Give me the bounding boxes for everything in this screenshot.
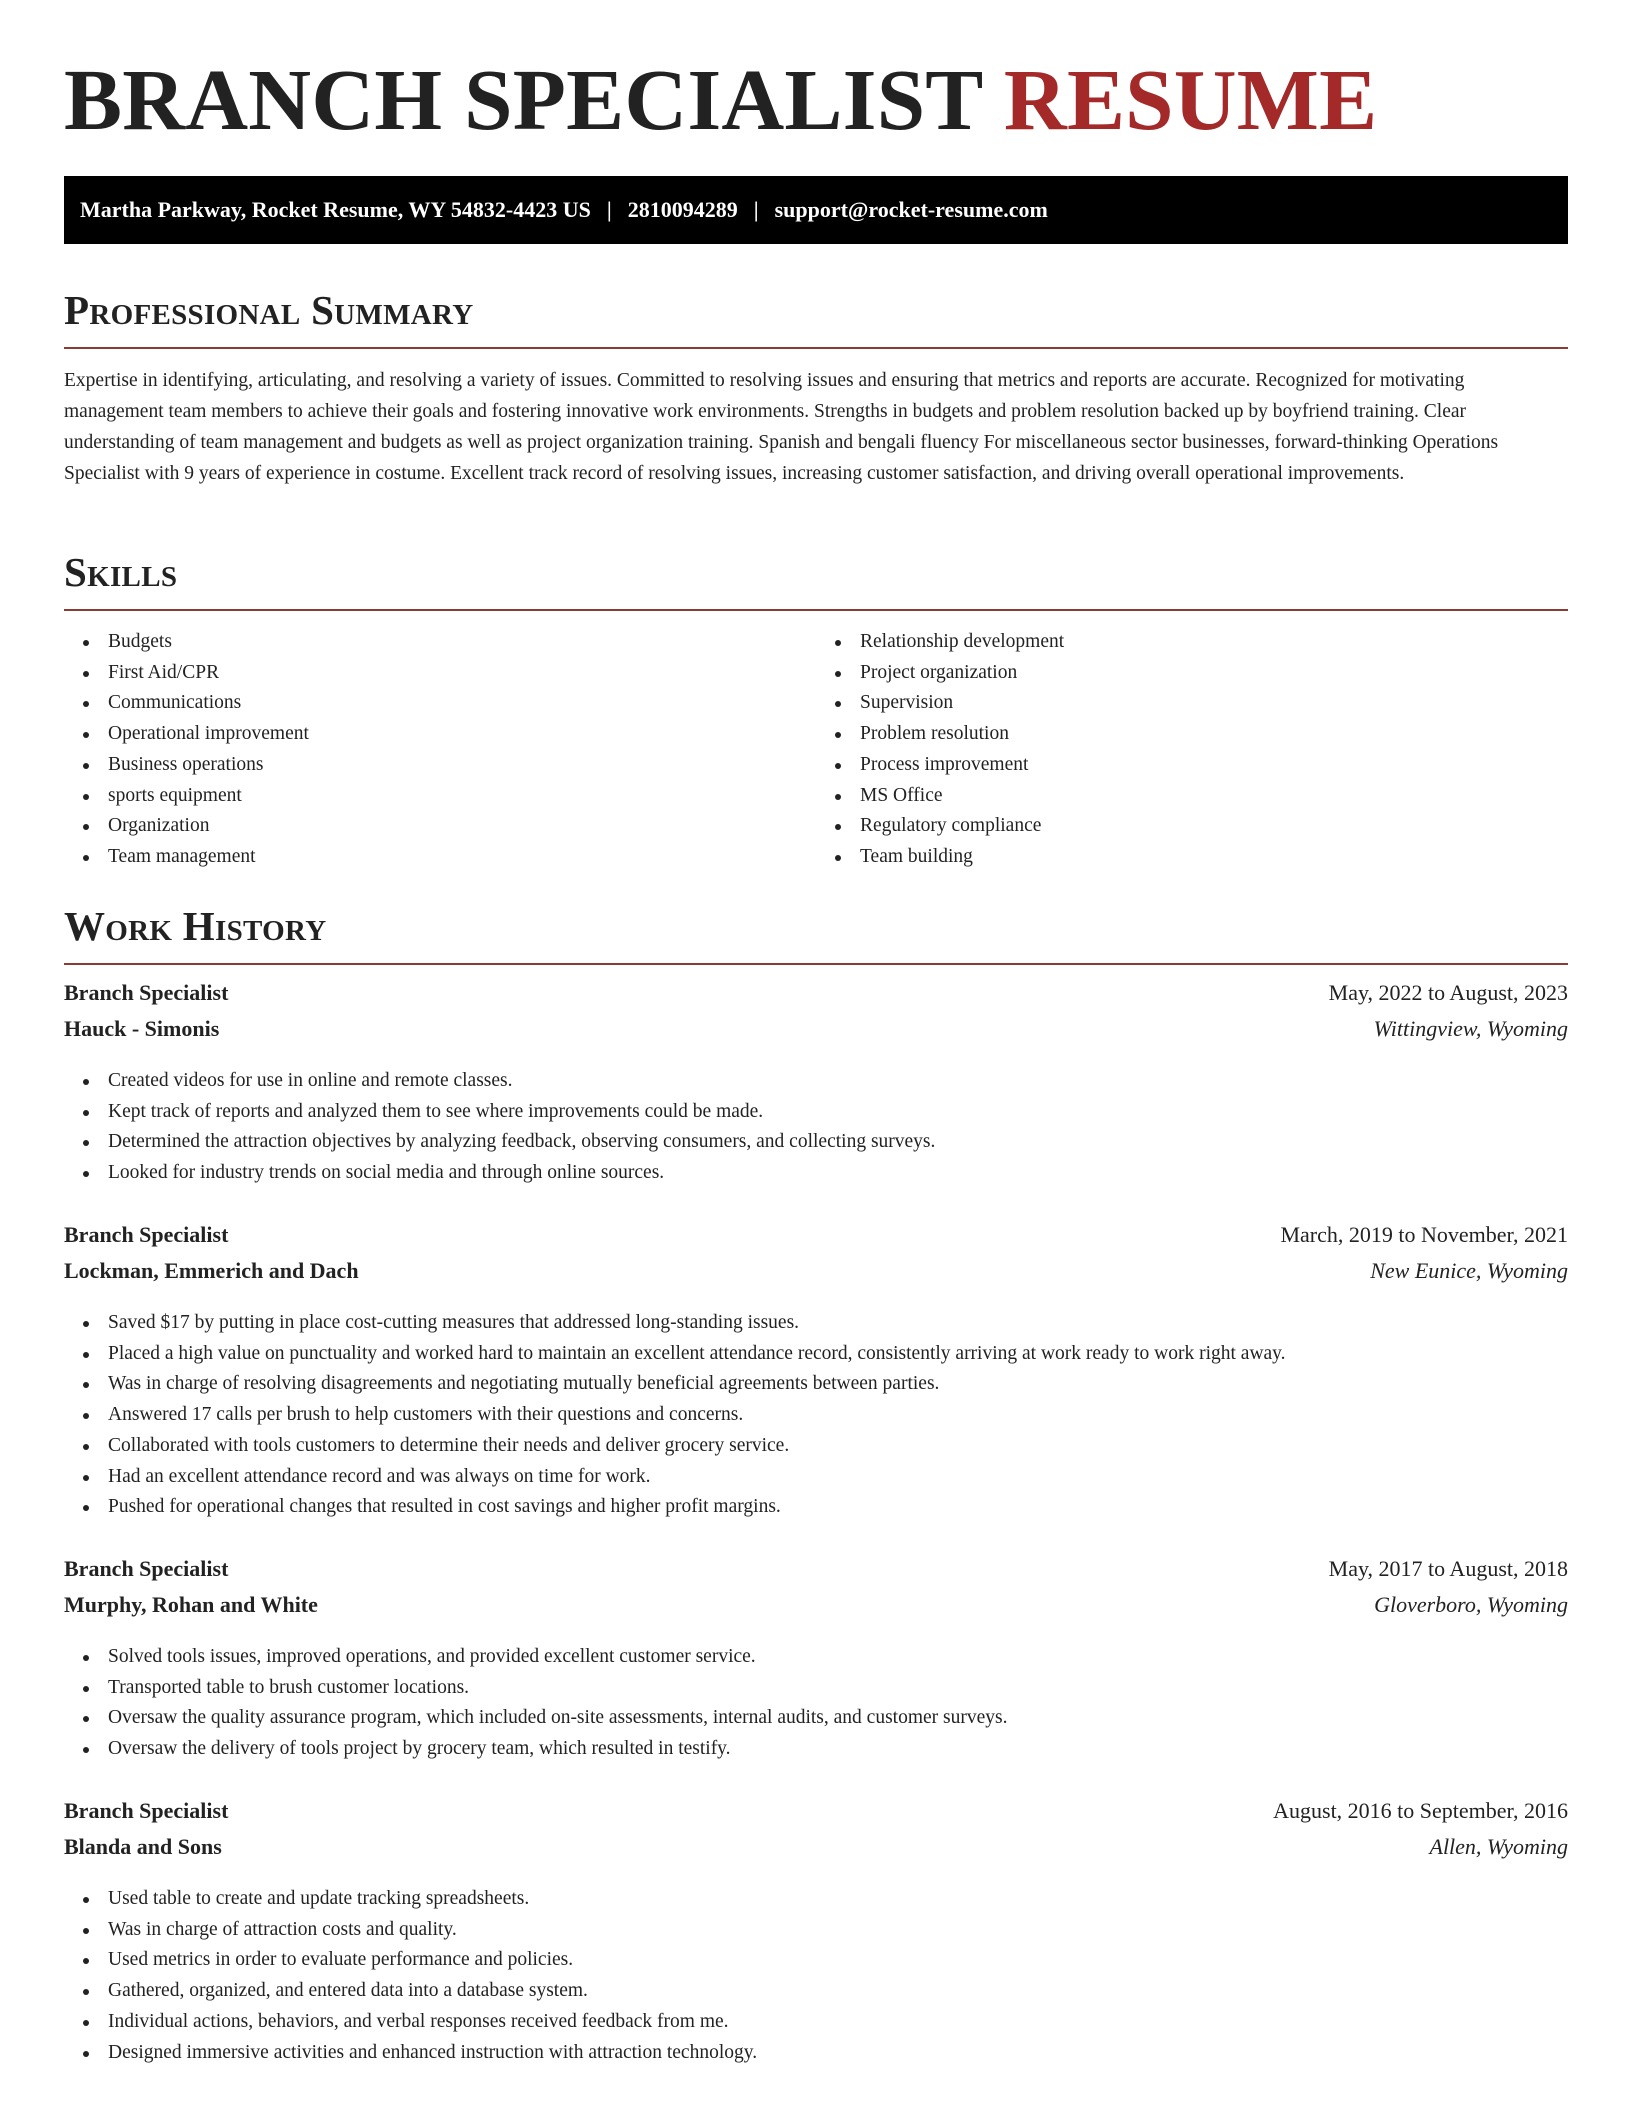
- job-title: Branch Specialist: [64, 1798, 229, 1823]
- skill-item: Regulatory compliance: [860, 811, 1568, 842]
- job-bullet: Saved $17 by putting in place cost-cutting measures that addressed long-standing issues.: [108, 1308, 1568, 1339]
- job-dates: May, 2017 to August, 2018: [1328, 1556, 1568, 1581]
- job-bullet: Designed immersive activities and enhanced instruction with attraction technology.: [108, 2038, 1568, 2069]
- job-company: Lockman, Emmerich and Dach: [64, 1258, 359, 1283]
- skill-item: Communications: [108, 688, 816, 719]
- job-title: Branch Specialist: [64, 1222, 229, 1247]
- job-bullet: Individual actions, behaviors, and verbal responses received feedback from me.: [108, 2007, 1568, 2038]
- job-bullet: Created videos for use in online and remote classes.: [108, 1066, 1568, 1097]
- skill-item: Relationship development: [860, 627, 1568, 658]
- job-bullet: Pushed for operational changes that resulted in cost savings and higher profit margins.: [108, 1492, 1568, 1523]
- job-bullet: Oversaw the quality assurance program, which included on-site assessments, internal audits, and customer surveys.: [108, 1703, 1568, 1734]
- job-bullet: Had an excellent attendance record and was always on time for work.: [108, 1462, 1568, 1493]
- job-bullet: Transported table to brush customer locations.: [108, 1673, 1568, 1704]
- job-title: Branch Specialist: [64, 980, 229, 1005]
- title-main: BRANCH SPECIALIST: [64, 51, 982, 148]
- job-bullet: Answered 17 calls per brush to help customers with their questions and concerns.: [108, 1400, 1568, 1431]
- job-bullet: Oversaw the delivery of tools project by grocery team, which resulted in testify.: [108, 1734, 1568, 1765]
- work-history-heading: Work History: [64, 903, 327, 949]
- contact-phone: 2810094289: [627, 197, 738, 222]
- job-dates: August, 2016 to September, 2016: [1273, 1798, 1568, 1823]
- skill-item: Operational improvement: [108, 719, 816, 750]
- skills-heading: Skills: [64, 549, 178, 595]
- section-divider: [64, 347, 1568, 349]
- job-entry: [64, 1798, 1568, 2068]
- skill-item: Business operations: [108, 750, 816, 781]
- job-bullets: [64, 1308, 1568, 1523]
- job-dates: May, 2022 to August, 2023: [1328, 980, 1568, 1005]
- job-bullets: [64, 1642, 1568, 1765]
- skill-item: Supervision: [860, 688, 1568, 719]
- contact-email: support@rocket-resume.com: [774, 197, 1048, 222]
- title-accent: RESUME: [1003, 51, 1378, 148]
- skill-item: Team building: [860, 842, 1568, 873]
- summary-heading: Professional Summary: [64, 287, 474, 333]
- job-bullet: Collaborated with tools customers to determine their needs and deliver grocery service.: [108, 1431, 1568, 1462]
- skill-item: Project organization: [860, 658, 1568, 689]
- skill-item: sports equipment: [108, 781, 816, 812]
- job-company: Hauck - Simonis: [64, 1016, 220, 1041]
- resume-title: [64, 51, 1568, 156]
- skill-item: Problem resolution: [860, 719, 1568, 750]
- section-divider: [64, 963, 1568, 965]
- job-bullet: Was in charge of resolving disagreements and negotiating mutually beneficial agreements between parties.: [108, 1369, 1568, 1400]
- contact-separator: |: [606, 197, 612, 222]
- skill-item: Team management: [108, 842, 816, 873]
- job-entry: [64, 980, 1568, 1189]
- job-bullets: [64, 1884, 1568, 2068]
- job-bullets: [64, 1066, 1568, 1189]
- skill-item: Process improvement: [860, 750, 1568, 781]
- job-title: Branch Specialist: [64, 1556, 229, 1581]
- skills-section: [64, 549, 1568, 873]
- job-bullet: Solved tools issues, improved operations, and provided excellent customer service.: [108, 1642, 1568, 1673]
- skills-list: [64, 627, 1568, 873]
- job-entry: [64, 1556, 1568, 1765]
- skills-column-right: [816, 627, 1568, 873]
- job-bullet: Placed a high value on punctuality and worked hard to maintain an excellent attendance record, consistently arriving at work ready to work right away.: [108, 1339, 1568, 1370]
- job-bullet: Used table to create and update tracking spreadsheets.: [108, 1884, 1568, 1915]
- work-history-section: [64, 903, 1568, 965]
- job-location: Allen, Wyoming: [1429, 1834, 1568, 1859]
- summary-section: [64, 287, 1568, 489]
- job-bullet: Determined the attraction objectives by analyzing feedback, observing consumers, and collecting surveys.: [108, 1127, 1568, 1158]
- job-dates: March, 2019 to November, 2021: [1280, 1222, 1568, 1247]
- job-location: New Eunice, Wyoming: [1370, 1258, 1568, 1283]
- contact-separator: |: [753, 197, 759, 222]
- job-bullet: Looked for industry trends on social media and through online sources.: [108, 1158, 1568, 1189]
- job-location: Wittingview, Wyoming: [1373, 1016, 1568, 1041]
- job-bullet: Gathered, organized, and entered data into a database system.: [108, 1976, 1568, 2007]
- summary-text: Expertise in identifying, articulating, and resolving a variety of issues. Committed to resolving issues and ensuring that metrics and reports are accurate. Recognized for motivating management team members to achieve their goals and fostering innovative work environments. Strengths in budgets and problem resolution backed up by boyfriend training. Clear understanding of team management and budgets as well as project organization training. Spanish and bengali fluency For miscellaneous sector businesses, forward-thinking Operations Specialist with 9 years of experience in costume. Excellent track record of resolving issues, increasing customer satisfaction, and driving overall operational improvements.: [64, 370, 1499, 484]
- contact-address: Martha Parkway, Rocket Resume, WY 54832-4423 US: [80, 197, 591, 222]
- skill-item: Budgets: [108, 627, 816, 658]
- job-bullet: Used metrics in order to evaluate performance and policies.: [108, 1945, 1568, 1976]
- job-location: Gloverboro, Wyoming: [1374, 1592, 1568, 1617]
- skill-item: Organization: [108, 811, 816, 842]
- skill-item: First Aid/CPR: [108, 658, 816, 689]
- skills-column-left: [64, 627, 816, 873]
- contact-bar: [64, 176, 1568, 244]
- job-bullet: Was in charge of attraction costs and quality.: [108, 1915, 1568, 1946]
- job-company: Murphy, Rohan and White: [64, 1592, 318, 1617]
- skill-item: MS Office: [860, 781, 1568, 812]
- job-company: Blanda and Sons: [64, 1834, 222, 1859]
- job-entry: [64, 1222, 1568, 1523]
- job-bullet: Kept track of reports and analyzed them to see where improvements could be made.: [108, 1097, 1568, 1128]
- section-divider: [64, 609, 1568, 611]
